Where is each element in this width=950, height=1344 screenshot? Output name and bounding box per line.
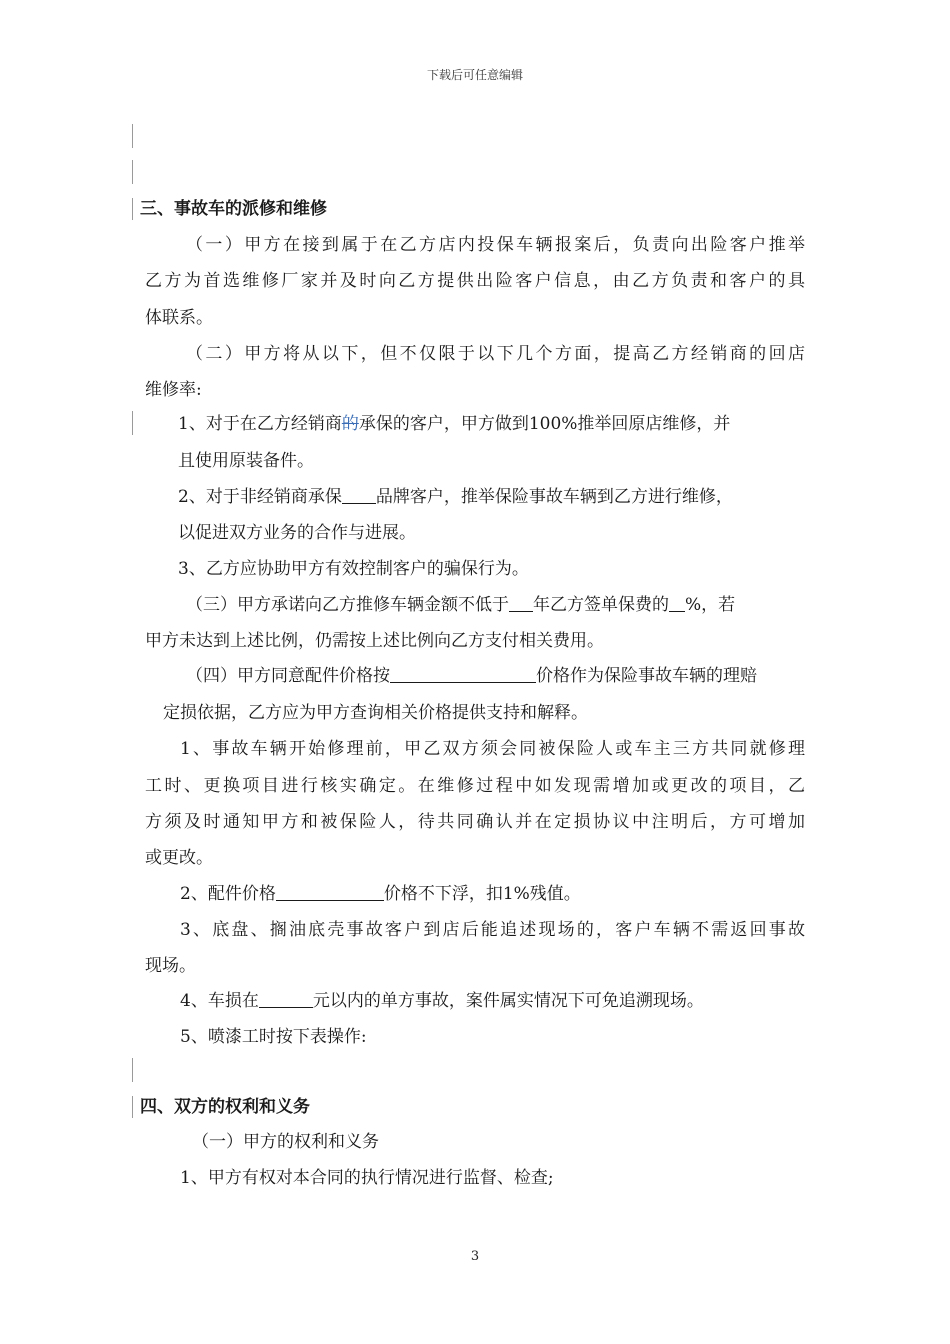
paragraph-text: 元以内的单方事故，案件属实情况下可免追溯现场。	[312, 991, 704, 1011]
paragraph-text: （四）甲方同意配件价格按	[186, 666, 390, 686]
blank-field	[276, 883, 384, 901]
blank-field	[342, 486, 376, 504]
paragraph-line: 现场。	[145, 956, 196, 976]
paragraph-text: 价格不下浮，扣1%残值。	[383, 884, 581, 904]
deleted-text: 的	[341, 414, 359, 434]
paragraph-text: %，若	[685, 595, 736, 615]
paragraph-line: 乙方为首选维修厂家并及时向乙方提供出险客户信息，由乙方负责和客户的具	[145, 271, 805, 291]
list-item-text: 2、对于非经销商承保	[178, 487, 342, 507]
paragraph-line: （一）甲方在接到属于在乙方店内投保车辆报案后，负责向出险客户推举	[186, 235, 805, 255]
paragraph-text: 2、配件价格	[180, 884, 276, 904]
revision-bar	[132, 1058, 133, 1082]
list-item: 3、乙方应协助甲方有效控制客户的骗保行为。	[178, 559, 529, 579]
paragraph-line: 或更改。	[145, 848, 213, 868]
paragraph-text: 4、车损在	[180, 991, 259, 1011]
paragraph-line: 3、底盘、搁油底壳事故客户到店后能追述现场的，客户车辆不需返回事故	[180, 920, 805, 940]
list-item-continuation: 且使用原装备件。	[178, 451, 314, 471]
section-4-title: 四、双方的权利和义务	[140, 1097, 310, 1117]
paragraph-line: 维修率:	[145, 380, 202, 400]
list-item	[178, 413, 730, 435]
blank-field	[509, 594, 533, 612]
paragraph-line: 甲方未达到上述比例，仍需按上述比例向乙方支付相关费用。	[145, 631, 604, 651]
paragraph-line	[186, 665, 757, 687]
subsection-title: （一）甲方的权利和义务	[192, 1132, 379, 1152]
paragraph-line	[180, 883, 581, 905]
revision-bar	[132, 124, 133, 148]
revision-bar	[132, 160, 133, 184]
paragraph-line: （二）甲方将从以下，但不仅限于以下几个方面，提高乙方经销商的回店	[186, 344, 805, 364]
paragraph-line: 5、喷漆工时按下表操作:	[180, 1027, 367, 1047]
list-item-text: 品牌客户，推举保险事故车辆到乙方进行维修，	[375, 487, 733, 507]
paragraph-text: （三）甲方承诺向乙方推修车辆金额不低于	[186, 595, 509, 615]
list-item-text: 1、对于在乙方经销商	[178, 414, 342, 434]
revision-bar	[132, 1096, 133, 1118]
blank-field	[669, 594, 685, 612]
paragraph-line	[180, 990, 704, 1012]
paragraph-line: 工时、更换项目进行核实确定。在维修过程中如发现需增加或更改的项目，乙	[145, 776, 805, 796]
paragraph-line: 方须及时通知甲方和被保险人，待共同确认并在定损协议中注明后，方可增加	[145, 812, 805, 832]
revision-bar	[132, 411, 133, 435]
list-item	[178, 486, 733, 508]
list-item: 1、甲方有权对本合同的执行情况进行监督、检查;	[180, 1168, 554, 1188]
paragraph-text: 价格作为保险事故车辆的理赔	[536, 666, 757, 686]
page-header: 下载后可任意编辑	[426, 68, 523, 82]
list-item-text: 承保的客户，甲方做到100%推举回原店维修，并	[358, 414, 731, 434]
blank-field	[259, 990, 313, 1008]
paragraph-line: 体联系。	[145, 308, 213, 328]
paragraph-line	[186, 594, 735, 616]
paragraph-line: 1、事故车辆开始修理前，甲乙双方须会同被保险人或车主三方共同就修理	[180, 739, 805, 759]
page-number: 3	[470, 1249, 480, 1264]
paragraph-line: 定损依据，乙方应为甲方查询相关价格提供支持和解释。	[163, 703, 588, 723]
list-item-continuation: 以促进双方业务的合作与进展。	[178, 523, 416, 543]
revision-bar	[132, 198, 133, 220]
paragraph-text: 年乙方签单保费的	[533, 595, 669, 615]
section-3-title: 三、事故车的派修和维修	[140, 199, 327, 219]
blank-field	[390, 665, 536, 683]
